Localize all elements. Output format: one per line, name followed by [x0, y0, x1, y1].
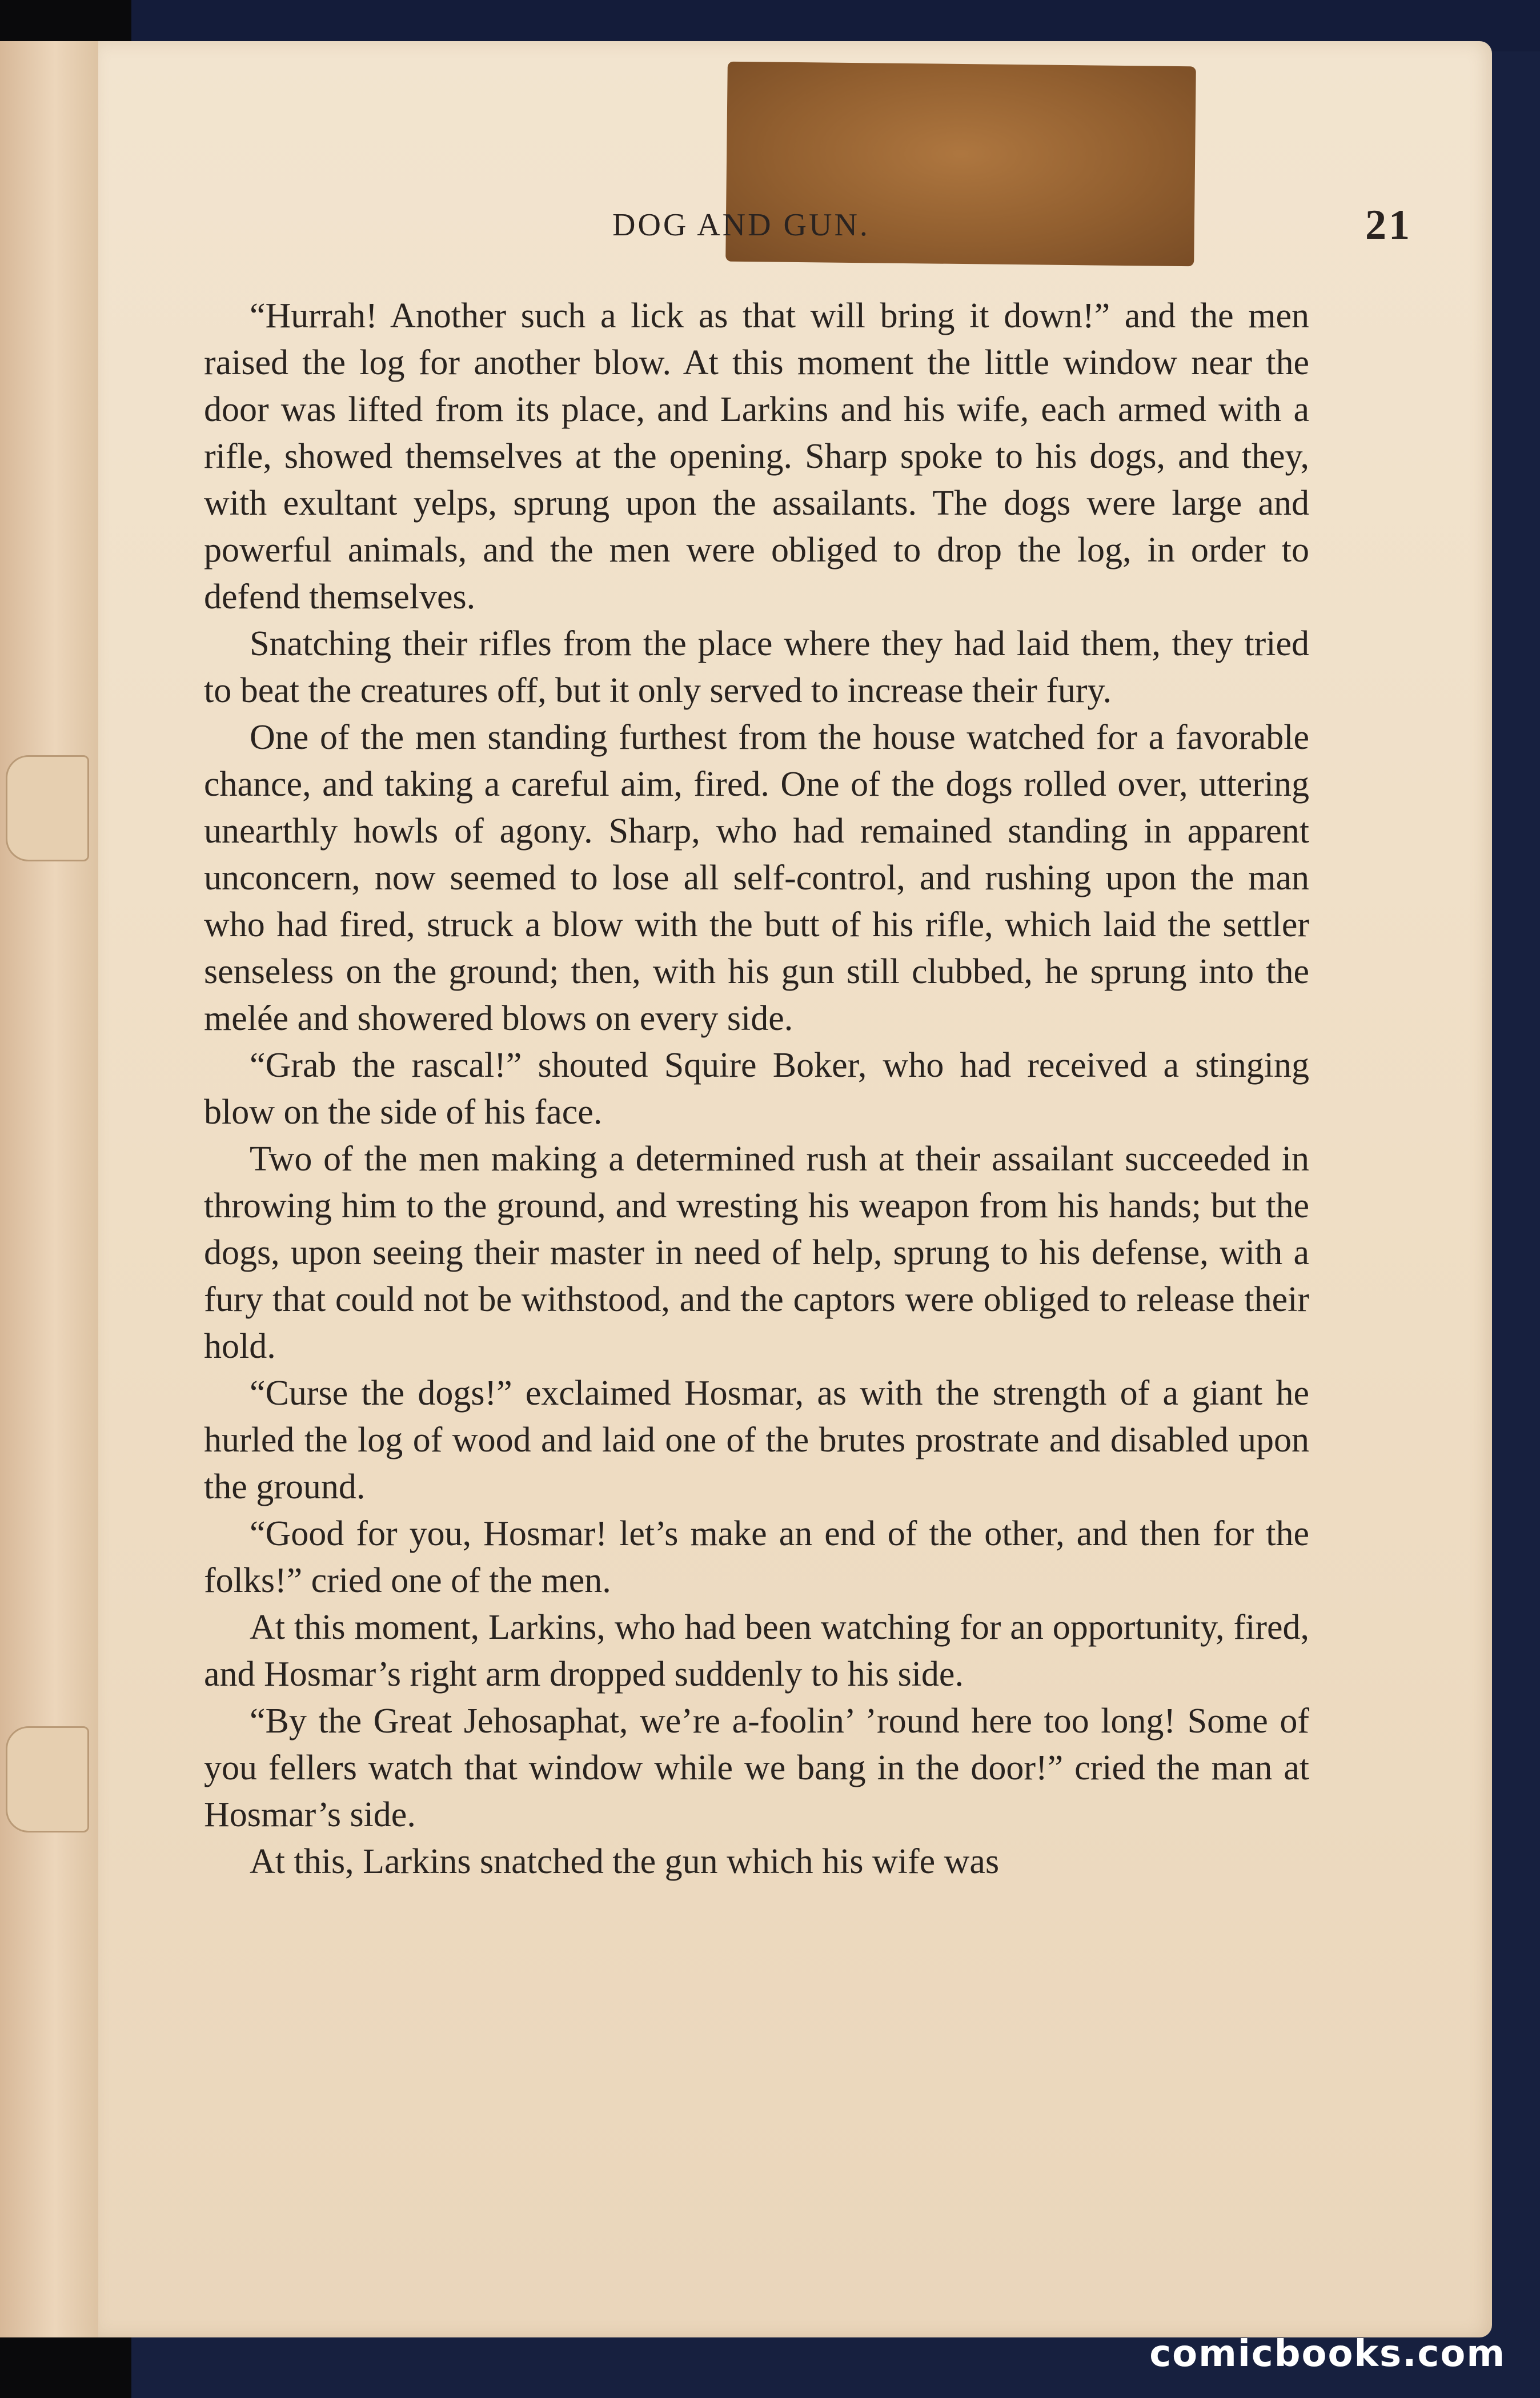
left-page-edge	[0, 41, 102, 2337]
body-text	[204, 292, 1309, 1885]
paragraph: One of the men standing furthest from the house watched for a favorable chance, and taking a careful aim, fired. One of the dogs rolled over, uttering unearthly howls of agony. Sharp, who had remained standing in apparent unconcern, now seemed to lose all self-control, and rushing upon the man who had fired, struck a blow with the butt of his rifle, which laid the settler senseless on the ground; then, with his gun still clubbed, he sprung into the melée and showered blows on every side.	[204, 718, 1309, 1038]
paragraph: At this, Larkins snatched the gun which his wife was	[250, 1842, 1000, 1881]
paragraph: At this moment, Larkins, who had been watching for an opportunity, fired, and Hosmar’s right arm dropped suddenly to his side.	[204, 1608, 1309, 1694]
book-page	[98, 41, 1492, 2337]
running-head-title: DOG AND GUN.	[612, 207, 870, 243]
paragraph: Two of the men making a determined rush at their assailant succeeded in throwing him to the ground, and wresting his weapon from his hands; but the dogs, upon seeing their master in need of help, sprung to his defense, with a fury that could not be withstood, and the captors were obliged to release their hold.	[204, 1140, 1309, 1366]
paragraph: Snatching their rifles from the place where they had laid them, they tried to beat the creatures off, but it only served to increase their fury.	[204, 624, 1309, 710]
paragraph: “Good for you, Hosmar! let’s make an end of the other, and then for the folks!” cried one of the men.	[204, 1514, 1309, 1600]
site-watermark: comicbooks.com	[1149, 2333, 1506, 2375]
paragraph: “Curse the dogs!” exclaimed Hosmar, as with the strength of a giant he hurled the log of wood and laid one of the brutes prostrate and disabled upon the ground.	[204, 1374, 1309, 1506]
paragraph: “By the Great Jehosaphat, we’re a-foolin’ ’round here too long! Some of you fellers watch that window while we bang in the door!” cried the man at Hosmar’s side.	[204, 1702, 1309, 1834]
binding-tear-upper	[6, 755, 89, 861]
running-head	[612, 202, 1412, 258]
paragraph: “Hurrah! Another such a lick as that will bring it down!” and the men raised the log for another blow. At this moment the little window near the door was lifted from its place, and Larkins and his wife, each armed with a rifle, showed themselves at the opening. Sharp spoke to his dogs, and they, with exultant yelps, sprung upon the assailants. The dogs were large and powerful animals, and the men were obliged to drop the log, in order to defend themselves.	[204, 296, 1309, 616]
book-spread	[0, 41, 1497, 2337]
binding-tear-lower	[6, 1726, 89, 1832]
paragraph: “Grab the rascal!” shouted Squire Boker, who had received a stinging blow on the side of his face.	[204, 1046, 1309, 1132]
page-number: 21	[1365, 202, 1412, 248]
